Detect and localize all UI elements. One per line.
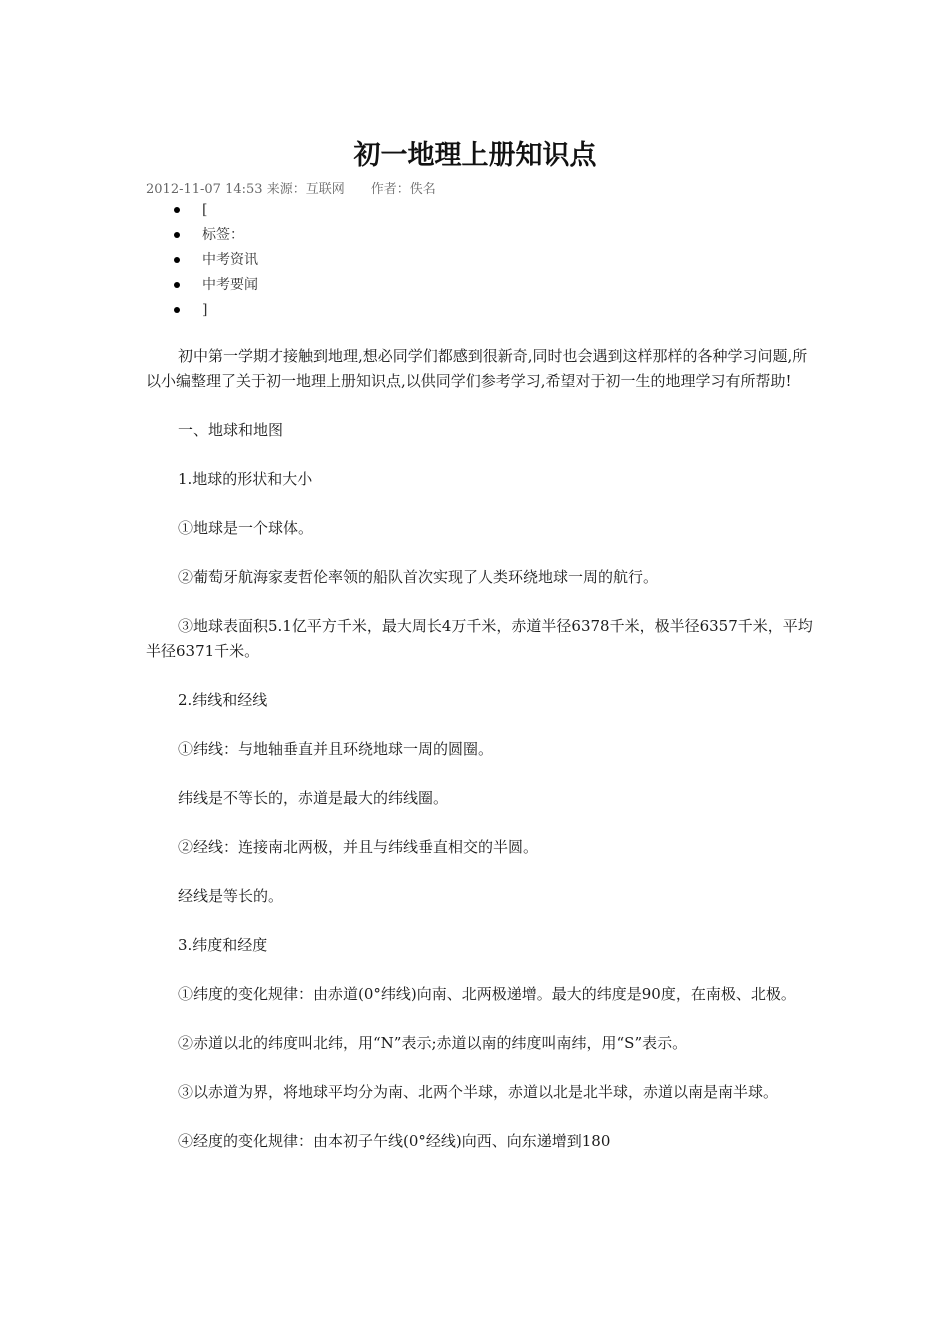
tag-list-item: [ bbox=[146, 198, 258, 223]
tag-list-item: ] bbox=[146, 298, 258, 323]
intro-paragraph: 初中第一学期才接触到地理,想必同学们都感到很新奇,同时也会遇到这样那样的各种学习问题,所以小编整理了关于初一地理上册知识点,以供同学们参考学习,希望对于初一生的地理学习有所帮助! bbox=[146, 347, 808, 390]
tag-list-item: 标签： bbox=[146, 223, 258, 248]
section-heading: 一、地球和地图 bbox=[178, 421, 284, 439]
subsection-heading: 2.纬线和经线 bbox=[178, 691, 268, 709]
body-paragraph: ④经度的变化规律：由本初子午线(0°经线)向西、向东递增到180 bbox=[178, 1132, 611, 1150]
article-author: 作者：佚名 bbox=[370, 182, 436, 197]
tag-link[interactable]: 中考资讯 bbox=[146, 248, 258, 273]
body-paragraph: ②经线：连接南北两极，并且与纬线垂直相交的半圆。 bbox=[178, 838, 539, 856]
article-source: 来源：互联网 bbox=[266, 182, 345, 197]
body-paragraph: ①地球是一个球体。 bbox=[178, 519, 314, 537]
publish-datetime: 2012-11-07 14:53 bbox=[146, 182, 263, 197]
subsection-heading: 1.地球的形状和大小 bbox=[178, 470, 313, 488]
tag-list bbox=[146, 198, 258, 323]
article-meta bbox=[146, 178, 436, 197]
body-paragraph: 经线是等长的。 bbox=[178, 887, 284, 905]
body-paragraph: ②赤道以北的纬度叫北纬，用“N”表示;赤道以南的纬度叫南纬，用“S”表示。 bbox=[178, 1034, 688, 1052]
body-paragraph: ③以赤道为界，将地球平均分为南、北两个半球，赤道以北是北半球，赤道以南是南半球。 bbox=[178, 1083, 779, 1101]
body-paragraph: ①纬度的变化规律：由赤道(0°纬线)向南、北两极递增。最大的纬度是90度，在南极、北极。 bbox=[178, 985, 796, 1003]
article-body bbox=[146, 344, 821, 1178]
body-paragraph: ①纬线：与地轴垂直并且环绕地球一周的圆圈。 bbox=[178, 740, 494, 758]
body-paragraph: 纬线是不等长的，赤道是最大的纬线圈。 bbox=[178, 789, 449, 807]
body-paragraph: ②葡萄牙航海家麦哲伦率领的船队首次实现了人类环绕地球一周的航行。 bbox=[178, 568, 659, 586]
article-title: 初一地理上册知识点 bbox=[353, 140, 597, 171]
subsection-heading: 3.纬度和经度 bbox=[178, 936, 268, 954]
body-paragraph: ③地球表面积5.1亿平方千米，最大周长4万千米，赤道半径6378千米，极半径6357千米，平均半径6371千米。 bbox=[146, 617, 813, 660]
tag-link[interactable]: 中考要闻 bbox=[146, 273, 258, 298]
